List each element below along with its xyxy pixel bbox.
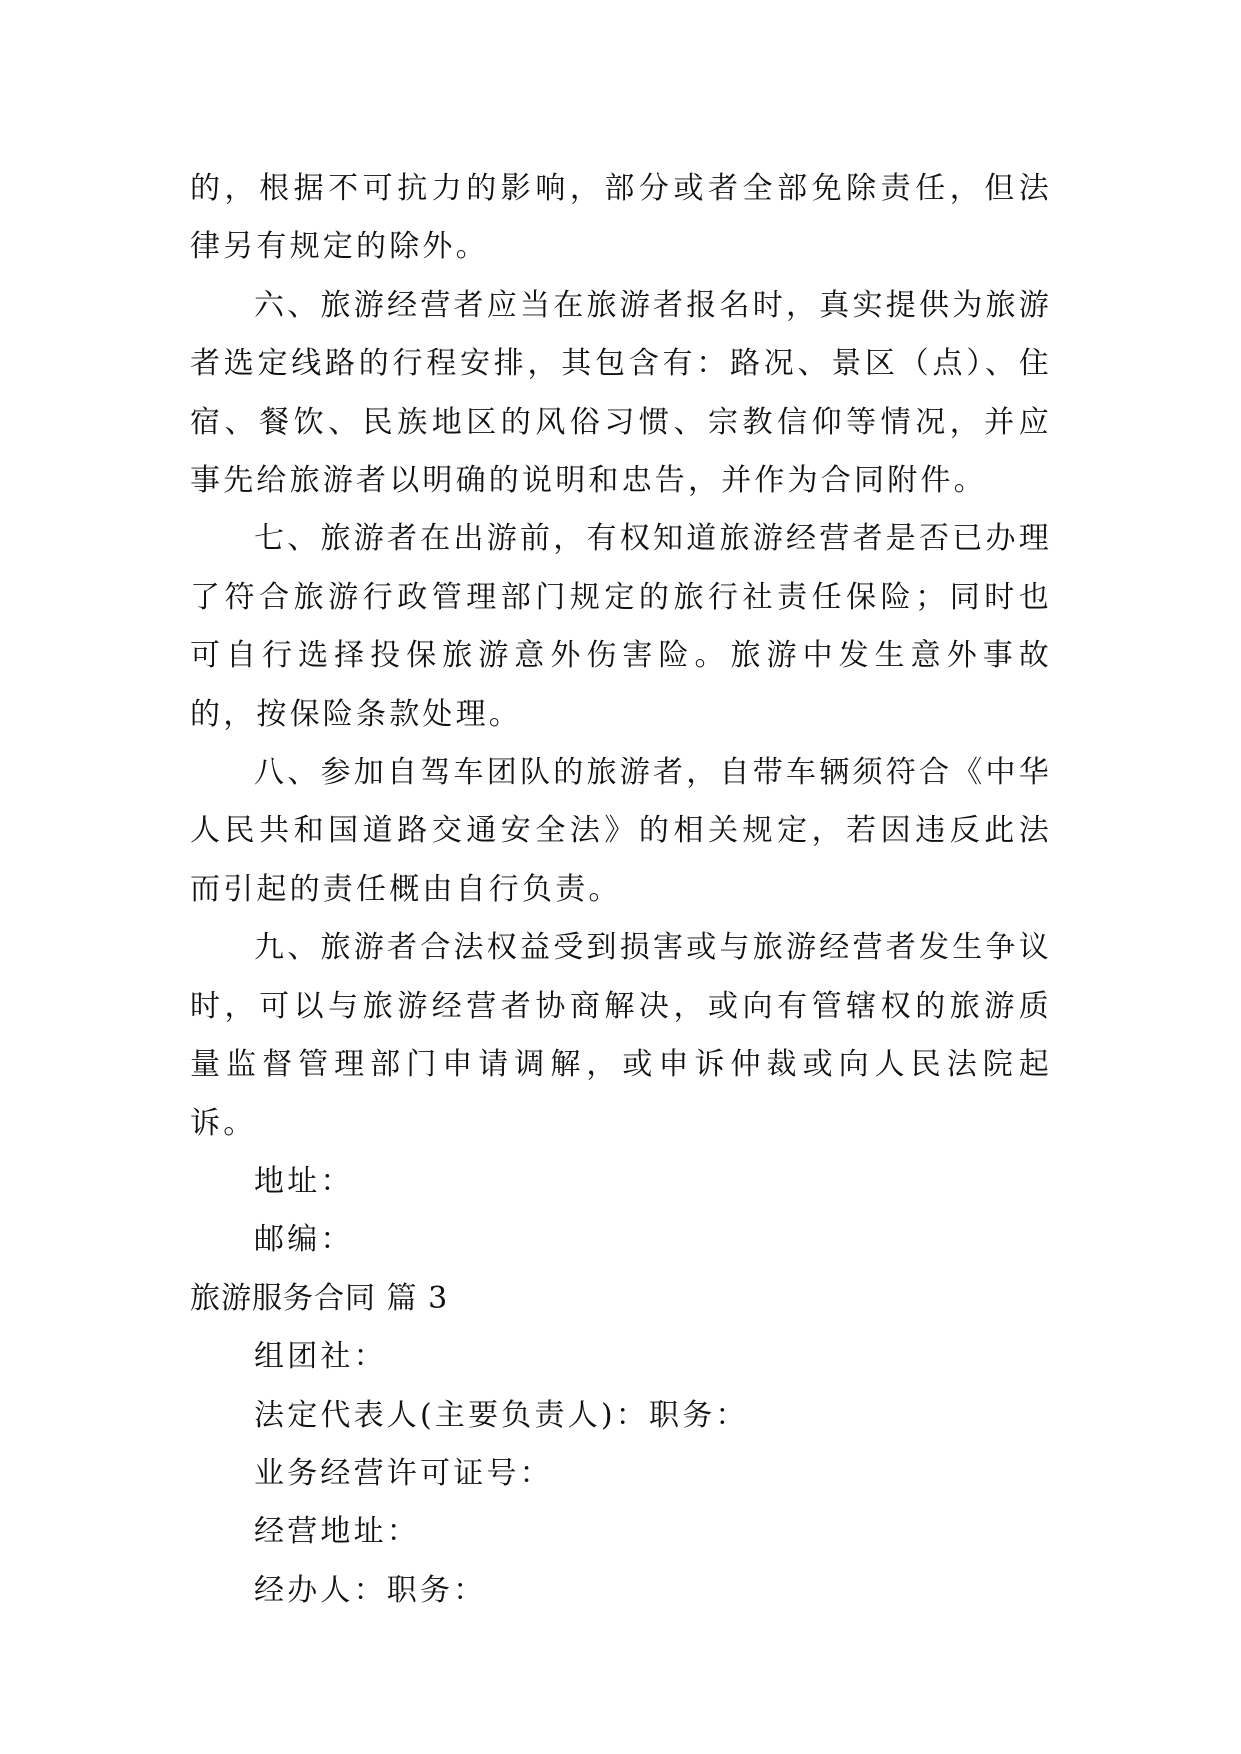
paragraph-clause-8: 八、参加自驾车团队的旅游者，自带车辆须符合《中华人民共和国道路交通安全法》的相关规定，若因违反此法而引起的责任概由自行负责。 bbox=[190, 755, 1052, 907]
field-address: 地址： bbox=[254, 1163, 354, 1199]
document-body bbox=[190, 160, 1052, 1620]
field-business-address: 经营地址： bbox=[254, 1514, 420, 1550]
field-license-number: 业务经营许可证号： bbox=[254, 1455, 553, 1491]
field-postcode: 邮编： bbox=[254, 1222, 354, 1258]
paragraph-clause-6: 六、旅游经营者应当在旅游者报名时，真实提供为旅游者选定线路的行程安排，其包含有：路况、景区（点）、住宿、餐饮、民族地区的风俗习惯、宗教信仰等情况，并应事先给旅游者以明确的说明和忠告，并作为合同附件。 bbox=[190, 287, 1052, 499]
paragraph-clause-9: 九、旅游者合法权益受到损害或与旅游经营者发生争议时，可以与旅游经营者协商解决，或向有管辖权的旅游质量监督管理部门申请调解，或申诉仲裁或向人民法院起诉。 bbox=[190, 930, 1052, 1141]
field-handler: 经办人：职务： bbox=[254, 1572, 487, 1608]
section-heading: 旅游服务合同 篇 3 bbox=[190, 1280, 449, 1316]
paragraph-force-majeure-continued: 的，根据不可抗力的影响，部分或者全部免除责任，但法律另有规定的除外。 bbox=[190, 171, 1052, 265]
field-legal-representative: 法定代表人(主要负责人)：职务： bbox=[254, 1397, 749, 1433]
field-organizer: 组团社： bbox=[254, 1339, 387, 1375]
paragraph-clause-7: 七、旅游者在出游前，有权知道旅游经营者是否已办理了符合旅游行政管理部门规定的旅行社责任保险；同时也可自行选择投保旅游意外伤害险。旅游中发生意外事故的，按保险条款处理。 bbox=[190, 521, 1052, 732]
